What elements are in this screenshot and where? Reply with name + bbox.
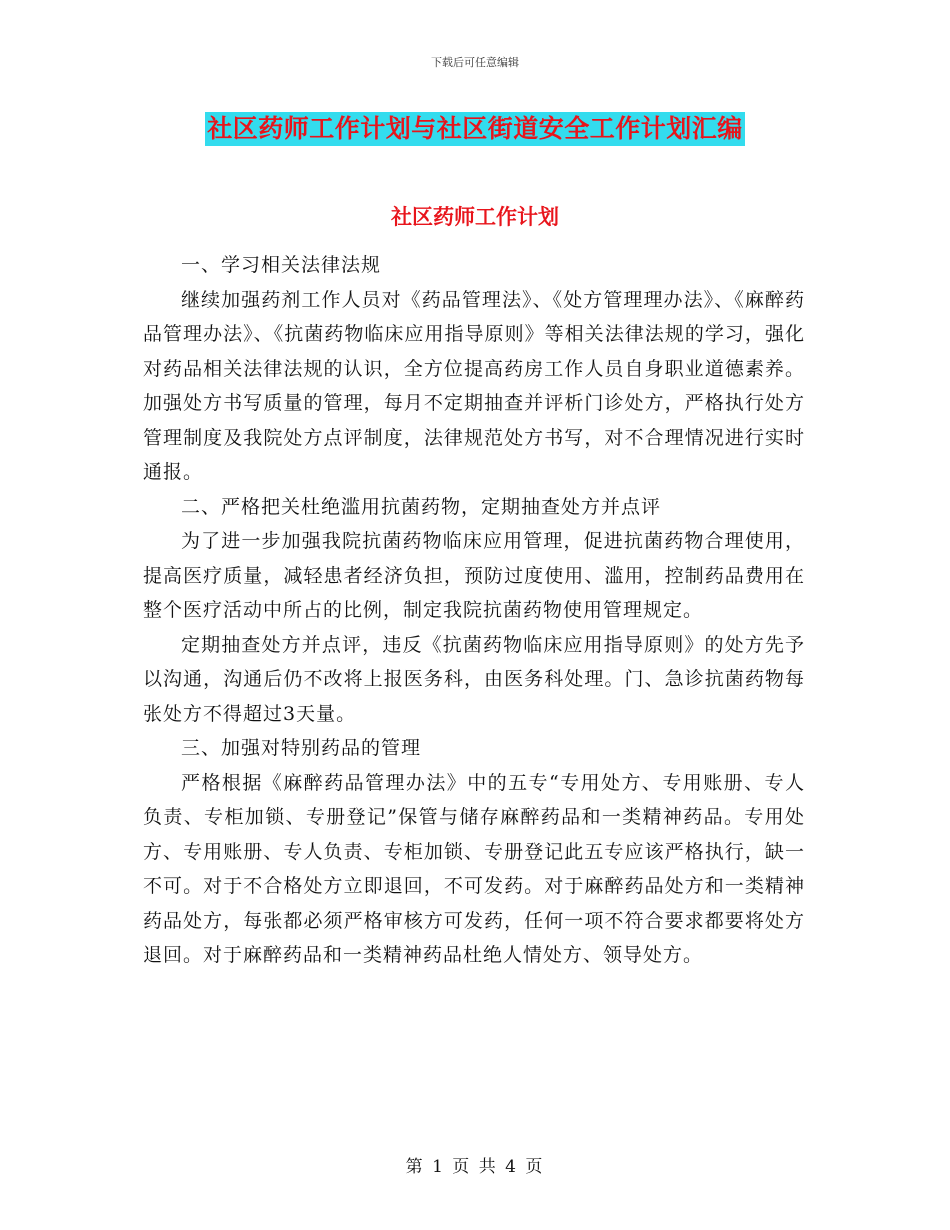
paragraph-4: 严格根据《麻醉药品管理办法》中的五专“专用处方、专用账册、专人负责、专柜加锁、专册登记”保管与储存麻醉药品和一类精神药品。专用处方、专用账册、专人负责、专柜加锁、专册登记此五专应该严格执行，缺一不可。对于不合格处方立即退回，不可发药。对于麻醉药品处方和一类精神药品处方，每张都必须严格审核方可发药，任何一项不符合要求都要将处方退回。对于麻醉药品和一类精神药品杜绝人情处方、领导处方。: [143, 771, 805, 966]
page-header-note: 下载后可任意编辑: [431, 56, 519, 69]
page-number-footer: 第 1 页 共 4 页: [405, 1157, 545, 1177]
document-title-container: [0, 112, 950, 146]
document-body: [143, 248, 805, 973]
section-heading-2: 二、严格把关杜绝滥用抗菌药物，定期抽查处方并点评: [181, 495, 662, 518]
section-heading-1: 一、学习相关法律法规: [181, 254, 382, 276]
document-title: 社区药师工作计划与社区街道安全工作计划汇编: [205, 112, 745, 146]
section-heading-3: 三、加强对特别药品的管理: [181, 737, 422, 759]
paragraph-1: 继续加强药剂工作人员对《药品管理法》、《处方管理理办法》、《麻醉药品管理办法》、《抗菌药物临床应用指导原则》等相关法律法规的学习，强化对药品相关法律法规的认识，全方位提高药房工作人员自身职业道德素养。加强处方书写质量的管理，每月不定期抽查并评析门诊处方，严格执行处方管理制度及我院处方点评制度，法律规范处方书写，对不合理情况进行实时通报。: [143, 288, 805, 483]
section-title: 社区药师工作计划: [391, 204, 559, 229]
paragraph-2: 为了进一步加强我院抗菌药物临床应用管理，促进抗菌药物合理使用，提高医疗质量，减轻患者经济负担，预防过度使用、滥用，控制药品费用在整个医疗活动中所占的比例，制定我院抗菌药物使用管理规定。: [143, 530, 805, 621]
paragraph-3: 定期抽查处方并点评，违反《抗菌药物临床应用指导原则》的处方先予以沟通，沟通后仍不改将上报医务科，由医务科处理。门、急诊抗菌药物每张处方不得超过3天量。: [143, 633, 805, 725]
